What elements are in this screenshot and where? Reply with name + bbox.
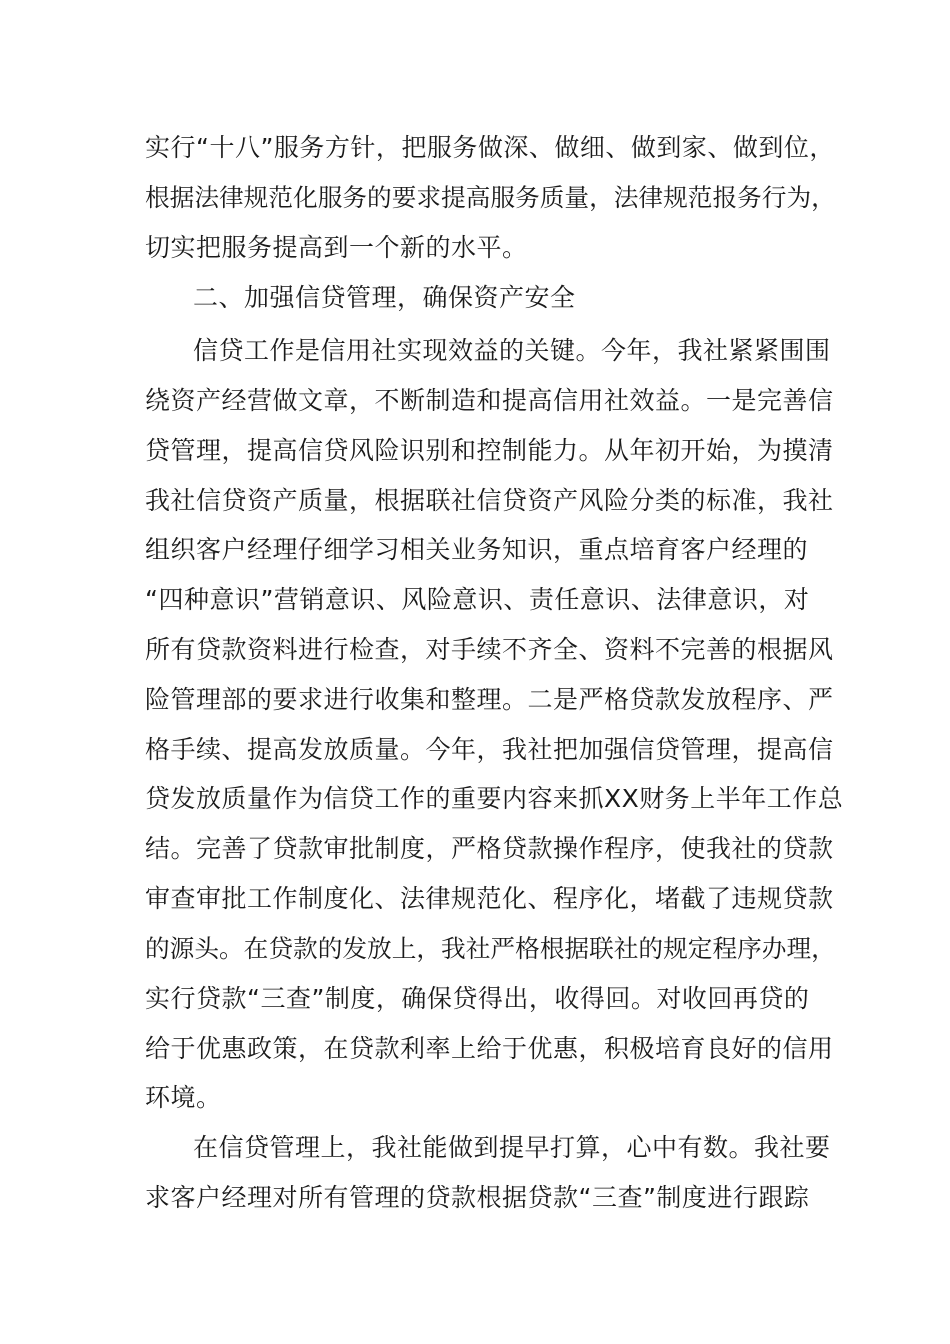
text-line: 所有贷款资料进行检查，对手续不齐全、资料不完善的根据风 <box>145 635 834 664</box>
section-heading: 二、加强信贷管理，确保资产安全 <box>193 283 576 312</box>
text-line: 格手续、提高发放质量。今年，我社把加强信贷管理，提高信 <box>145 735 834 764</box>
text-line: 审查审批工作制度化、法律规范化、程序化，堵截了违规贷款 <box>145 884 834 913</box>
text-line: 给于优惠政策，在贷款利率上给于优惠，积极培育良好的信用 <box>145 1034 834 1063</box>
text-line: 组织客户经理仔细学习相关业务知识，重点培育客户经理的 <box>145 535 809 564</box>
text-line: 的源头。在贷款的发放上，我社严格根据联社的规定程序办理， <box>145 934 836 963</box>
text-line: 信贷工作是信用社实现效益的关键。今年，我社紧紧围围 <box>193 336 831 365</box>
text-line: 我社信贷资产质量，根据联社信贷资产风险分类的标准，我社 <box>145 486 834 515</box>
text-line: 绕资产经营做文章，不断制造和提高信用社效益。一是完善信 <box>145 386 834 415</box>
text-line: 贷发放质量作为信贷工作的重要内容来抓XX财务上半年工作总 <box>145 784 844 813</box>
text-line: 实行“十八”服务方针，把服务做深、做细、做到家、做到位， <box>145 133 835 162</box>
text-line: 在信贷管理上，我社能做到提早打算，心中有数。我社要 <box>193 1133 831 1162</box>
text-line: 环境。 <box>145 1083 222 1112</box>
text-line: 切实把服务提高到一个新的水平。 <box>145 233 528 262</box>
text-line: 险管理部的要求进行收集和整理。二是严格贷款发放程序、严 <box>145 685 834 714</box>
text-line: 实行贷款“三查”制度，确保贷得出，收得回。对收回再贷的 <box>145 984 810 1013</box>
text-line: 贷管理，提高信贷风险识别和控制能力。从年初开始，为摸清 <box>145 436 834 465</box>
text-line: 根据法律规范化服务的要求提高服务质量，法律规范报务行为， <box>145 183 836 212</box>
text-line: “四种意识”营销意识、风险意识、责任意识、法律意识，对 <box>145 585 810 614</box>
text-line: 求客户经理对所有管理的贷款根据贷款“三查”制度进行跟踪 <box>145 1183 810 1212</box>
text-line: 结。完善了贷款审批制度，严格贷款操作程序，使我社的贷款 <box>145 834 834 863</box>
